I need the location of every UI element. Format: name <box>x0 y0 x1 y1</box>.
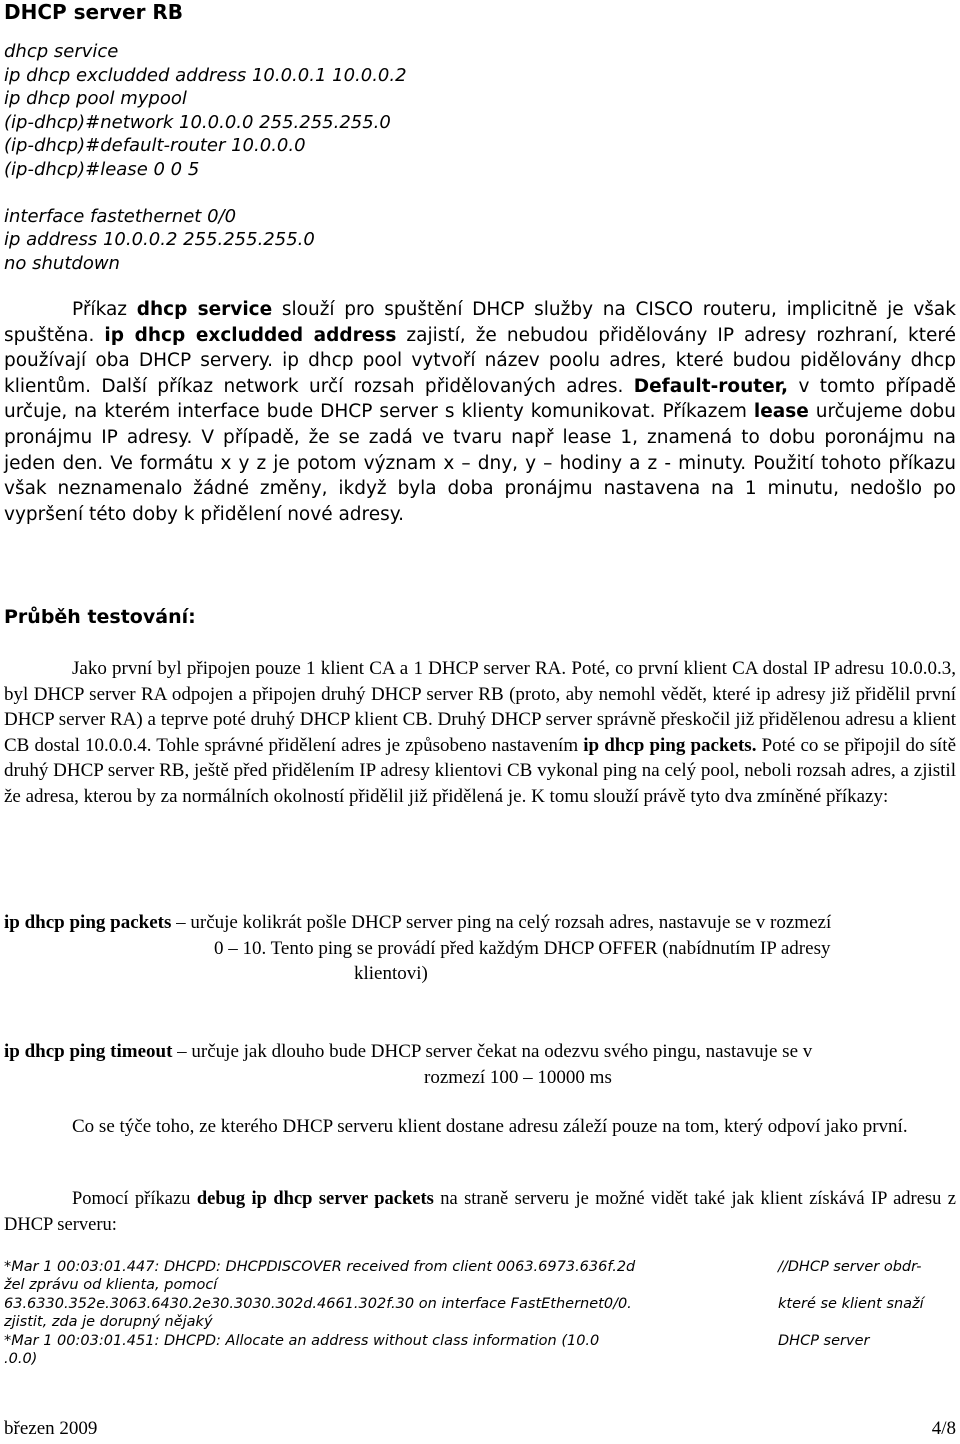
definition-line: rozmezí 100 – 10000 ms <box>424 1066 612 1088</box>
command-term: ip dhcp ping timeout <box>4 1041 173 1062</box>
command-line: ip dhcp excludded address 10.0.0.1 10.0.0.2 <box>4 64 407 86</box>
command-term: ip dhcp excludded address <box>104 324 397 346</box>
who-answers-paragraph: Co se týče toho, ze kterého DHCP serveru klient dostane adresu záleží pouze na tom, který odpoví jako první. <box>72 1116 908 1137</box>
command-line: (ip-dhcp)#lease 0 0 5 <box>4 158 200 180</box>
log-line: žel zprávu od klienta, pomocí <box>4 1277 218 1293</box>
ping-timeout-definition <box>4 1039 956 1090</box>
config-commands <box>4 40 407 275</box>
text: na straně serveru je možné vidět také jak klient získává IP adresu z DHCP serveru: <box>4 1189 956 1235</box>
page-title: DHCP server RB <box>4 0 184 24</box>
command-line: (ip-dhcp)#default-router 10.0.0.0 <box>4 135 306 156</box>
command-line: no shutdown <box>4 252 120 274</box>
command-line: interface fastethernet 0/0 <box>4 205 237 227</box>
text: – určuje kolikrát pošle DHCP server ping na celý rozsah adres, nastavuje se v rozmezí <box>171 912 832 933</box>
log-comment: které se klient snaží <box>778 1296 924 1312</box>
log-comment: //DHCP server obdr- <box>778 1259 922 1275</box>
section-heading: Průběh testování: <box>4 606 196 628</box>
command-line: (ip-dhcp)#network 10.0.0.0 255.255.255.0 <box>4 111 391 133</box>
text: Poté co se připojil do sítě druhý DHCP server RB, ještě před přidělením IP adresy klientovi CB vykonal ping na celý pool, neboli rozsah adres, a zjistil že adresa, kterou by za normálních okolností přidělil již přidělená je. K tomu slouží právě tyto dva zmíněné příkazy: <box>4 734 957 807</box>
log-line: *Mar 1 00:03:01.447: DHCPD: DHCPDISCOVER received from client 0063.6973.636f.2d <box>4 1259 636 1275</box>
text: zajistí, že nebudou přidělovány IP adresy rozhraní, které používají oba DHCP servery. ip dhcp pool vytvoří název poolu adres, které budou pidělovány dhcp klientům. Další příkaz network určí rozsah přidělovaných adres. <box>4 324 956 397</box>
debug-paragraph <box>4 1187 956 1238</box>
command-term: ip dhcp ping packets <box>4 912 172 933</box>
command-line: ip dhcp pool mypool <box>4 88 187 109</box>
log-line: zjistit, zda je dorupný nějaký <box>4 1314 213 1330</box>
command-term: debug ip dhcp server packets <box>196 1189 434 1209</box>
definition-line <box>4 910 956 936</box>
testing-paragraph <box>4 656 956 810</box>
log-line: .0.0) <box>4 1351 38 1367</box>
log-comment: DHCP server <box>778 1333 870 1349</box>
log-line: *Mar 1 00:03:01.451: DHCPD: Allocate an address without class information (10.0 <box>4 1333 600 1349</box>
command-line: dhcp service <box>4 41 119 62</box>
command-line: ip address 10.0.0.2 255.255.255.0 <box>4 229 315 250</box>
text: Jako první byl připojen pouze 1 klient CA a 1 DHCP server RA. Poté, co první klient CA dostal IP adresu 10.0.0.3, byl DHCP server RA odpojen a připojen druhý DHCP server RB (proto, aby nemohl vědět, které ip adresy již přidělil první DHCP server RA) a teprve poté druhý DHCP klient CB. Druhý DHCP server správně přeskočil již přidělenou adresu a klient CB dostal 10.0.0.4. Tohle správné přidělení adres je způsobeno nastavením <box>4 658 956 756</box>
log-line: 63.6330.352e.3063.6430.2e30.3030.302d.4661.302f.30 on interface FastEthernet0/0. <box>4 1296 632 1312</box>
command-term: lease <box>753 401 809 423</box>
definition-line <box>4 1039 956 1065</box>
text: určujeme dobu pronájmu IP adresy. V případě, že se zadá ve tvaru např lease 1, znamená to dobu poronájmu na jeden den. Ve formátu x y z je potom význam x – dny, y – hodiny a z - minuty. Použití tohoto příkazu však neznamenalo žádné změny, ikdyž byla doba pronájmu nastavena na 1 minutu, nedošlo po vypršení této doby k přidělení nové adresy. <box>4 401 956 525</box>
definition-line: klientovi) <box>354 963 428 985</box>
text: Příkaz <box>72 299 137 320</box>
text: v tomto případě určuje, na kterém interface bude DHCP server s klienty komunikovat. Příkazem <box>4 375 956 423</box>
command-term: ip dhcp ping packets. <box>583 734 757 756</box>
footer-date: březen 2009 <box>4 1418 98 1439</box>
text: slouží pro spuštění DHCP služby na CISCO routeru, implicitně je však spuštěna. <box>4 299 956 346</box>
ping-packets-definition <box>4 910 956 987</box>
footer-page-number: 4/8 <box>931 1418 956 1439</box>
description-paragraph <box>4 297 956 527</box>
definition-line: 0 – 10. Tento ping se provádí před každým DHCP OFFER (nabídnutím IP adresy <box>214 937 831 959</box>
command-term: Default-router, <box>633 375 789 397</box>
text: Pomocí příkazu <box>72 1189 197 1209</box>
command-line <box>4 181 407 205</box>
text: – určuje jak dlouho bude DHCP server čekat na odezvu svého pingu, nastavuje se v <box>172 1041 813 1062</box>
command-term: dhcp service <box>136 299 273 320</box>
